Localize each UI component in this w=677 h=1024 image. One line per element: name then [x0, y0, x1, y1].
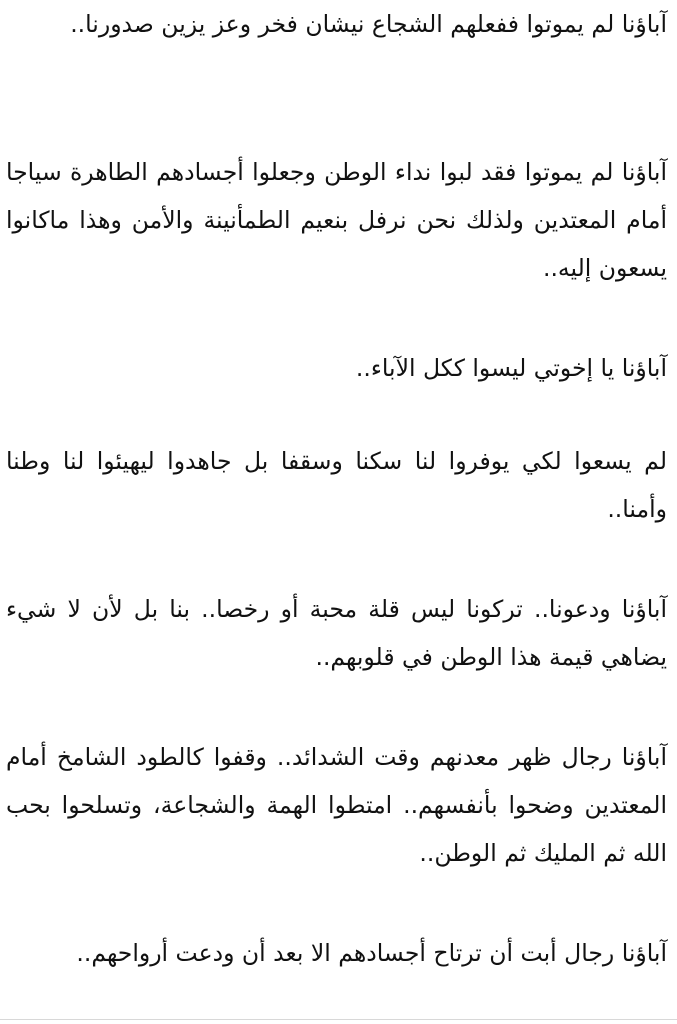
paragraph-6: آباؤنا رجال ظهر معدنهم وقت الشدائد.. وقفوا كالطود الشامخ أمام المعتدين وضحوا بأنفسهم.. امتطوا الهمة والشجاعة، وتسلحوا بحب الله ثم المليك ثم الوطن..	[6, 743, 667, 867]
paragraph-1: آباؤنا لم يموتوا ففعلهم الشجاع نيشان فخر وعز يزين صدورنا..	[70, 10, 667, 38]
bottom-divider	[0, 1019, 677, 1020]
paragraph-4: لم يسعوا لكي يوفروا لنا سكنا وسقفا بل جاهدوا ليهيئوا لنا وطنا وأمنا..	[6, 447, 667, 523]
paragraph-5: آباؤنا ودعونا.. تركونا ليس قلة محبة أو رخصا.. بنا بل لأن لا شيء يضاهي قيمة هذا الوطن في قلوبهم..	[6, 595, 667, 671]
paragraph-2: آباؤنا لم يموتوا فقد لبوا نداء الوطن وجعلوا أجسادهم الطاهرة سياجا أمام المعتدين ولذلك نحن نرفل بنعيم الطمأنينة والأمن وهذا ماكانوا يسعون إليه..	[6, 158, 667, 282]
paragraph-7: آباؤنا رجال أبت أن ترتاح أجسادهم الا بعد أن ودعت أرواحهم..	[76, 939, 667, 967]
paragraph-3: آباؤنا يا إخوتي ليسوا ككل الآباء..	[355, 354, 667, 382]
